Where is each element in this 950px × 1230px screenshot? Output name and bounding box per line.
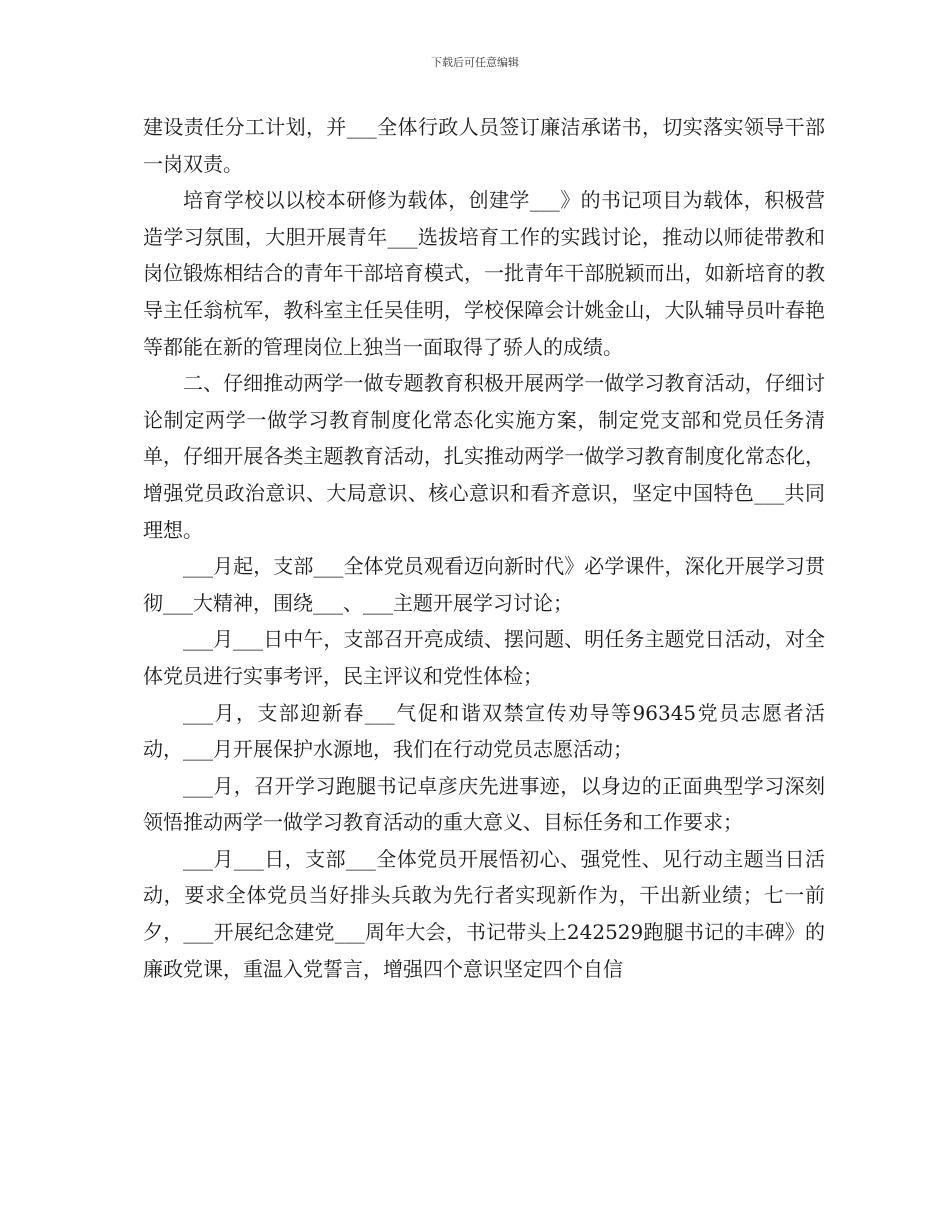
page-header: 下载后可任意编辑 [431, 56, 519, 69]
paragraph-3: 二、仔细推动两学一做专题教育积极开展两学一做学习教育活动，仔细讨论制定两学一做学习教育制度化常态化实施方案，制定党支部和党员任务清单，仔细开展各类主题教育活动，扎实推动两学一做学习教育制度化常态化，增强党员政治意识、大局意识、核心意识和看齐意识，坚定中国特色___共同理想。 [143, 371, 825, 542]
paragraph-6: ___月，支部迎新春___气促和谐双禁宣传劝导等96345党员志愿者活动，___月开展保护水源地，我们在行动党员志愿活动； [143, 700, 825, 762]
paragraph-4: ___月起，支部___全体党员观看迈向新时代》必学课件，深化开展学习贯彻___大精神，围绕___、___主题开展学习讨论； [143, 554, 825, 615]
paragraph-8: ___月___日，支部___全体党员开展悟初心、强党性、见行动主题当日活动，要求全体党员当好排头兵敢为先行者实现新作为，干出新业绩；七一前夕，___开展纪念建党___周年大会，书记带头上242529跑腿书记的丰碑》的廉政党课，重温入党誓言，增强四个意识坚定四个自信 [143, 846, 825, 981]
document-body [143, 109, 825, 987]
paragraph-7: ___月，召开学习跑腿书记卓彦庆先进事迹，以身边的正面典型学习深刻领悟推动两学一做学习教育活动的重大意义、目标任务和工作要求； [143, 773, 825, 835]
paragraph-2: 培育学校以以校本研修为载体，创建学___》的书记项目为载体，积极营造学习氛围，大胆开展青年___选拔培育工作的实践讨论，推动以师徒带教和岗位锻炼相结合的青年干部培育模式，一批青年干部脱颖而出，如新培育的教导主任翁杭军，教科室主任吴佳明，学校保障会计姚金山，大队辅导员叶春艳等都能在新的管理岗位上独当一面取得了骄人的成绩。 [143, 188, 825, 359]
paragraph-1: 建设责任分工计划，并___全体行政人员签订廉洁承诺书，切实落实领导干部一岗双责。 [143, 115, 825, 176]
paragraph-5: ___月___日中午，支部召开亮成绩、摆问题、明任务主题党日活动，对全体党员进行实事考评，民主评议和党性体检； [143, 627, 825, 688]
